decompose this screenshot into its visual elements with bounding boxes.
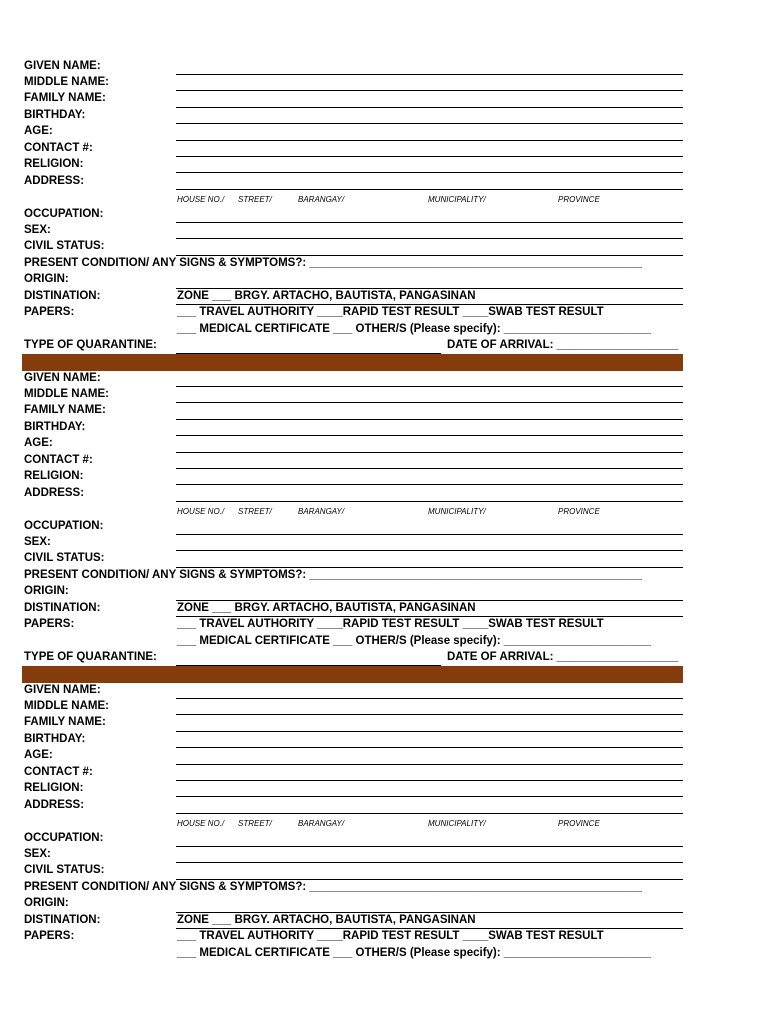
destination-field[interactable]: [176, 928, 683, 929]
birthday-label: BIRTHDAY:: [24, 733, 86, 745]
type-of-quarantine-label: TYPE OF QUARANTINE:: [24, 339, 157, 351]
religion-label: RELIGION:: [24, 782, 84, 794]
birthday-field[interactable]: [176, 435, 683, 436]
address-field[interactable]: [176, 189, 683, 190]
religion-field[interactable]: [176, 484, 683, 485]
middle-name-label: MIDDLE NAME:: [24, 388, 109, 400]
origin-label: ORIGIN:: [24, 273, 69, 285]
barangay-hint: BARANGAY/: [298, 819, 345, 828]
middle-name-field[interactable]: [176, 714, 683, 715]
papers-label: PAPERS:: [24, 306, 75, 318]
occupation-field[interactable]: [176, 534, 683, 535]
family-name-label: FAMILY NAME:: [24, 404, 106, 416]
papers-options-2[interactable]: ___ MEDICAL CERTIFICATE ___ OTHER/S (Please specify): _______________________: [177, 323, 651, 335]
birthday-field[interactable]: [176, 123, 683, 124]
religion-label: RELIGION:: [24, 470, 84, 482]
date-of-arrival-label[interactable]: DATE OF ARRIVAL: ___________________: [447, 651, 679, 663]
origin-field[interactable]: [176, 600, 683, 601]
municipality-hint: MUNICIPALITY/: [428, 507, 486, 516]
civil-status-label: CIVIL STATUS:: [24, 552, 105, 564]
sex-field[interactable]: [176, 238, 683, 239]
contact-label: CONTACT #:: [24, 142, 93, 154]
papers-options-1[interactable]: ___ TRAVEL AUTHORITY ____RAPID TEST RESULT ____SWAB TEST RESULT: [177, 306, 604, 318]
papers-options-2[interactable]: ___ MEDICAL CERTIFICATE ___ OTHER/S (Please specify): _______________________: [177, 635, 651, 647]
given-name-field[interactable]: [176, 386, 683, 387]
sex-field[interactable]: [176, 862, 683, 863]
destination-label: DISTINATION:: [24, 602, 101, 614]
origin-label: ORIGIN:: [24, 585, 69, 597]
papers-options-1[interactable]: ___ TRAVEL AUTHORITY ____RAPID TEST RESULT ____SWAB TEST RESULT: [177, 930, 604, 942]
house-no-hint: HOUSE NO./: [177, 507, 225, 516]
present-condition-label[interactable]: PRESENT CONDITION/ ANY SIGNS & SYMPTOMS?: ____________________________________________________: [24, 881, 642, 893]
address-field[interactable]: [176, 813, 683, 814]
given-name-field[interactable]: [176, 698, 683, 699]
given-name-label: GIVEN NAME:: [24, 60, 101, 72]
barangay-hint: BARANGAY/: [298, 507, 345, 516]
age-label: AGE:: [24, 437, 53, 449]
contact-field[interactable]: [176, 156, 683, 157]
given-name-label: GIVEN NAME:: [24, 684, 101, 696]
type-of-quarantine-label: TYPE OF QUARANTINE:: [24, 651, 157, 663]
middle-name-label: MIDDLE NAME:: [24, 700, 109, 712]
sex-label: SEX:: [24, 536, 51, 548]
middle-name-field[interactable]: [176, 402, 683, 403]
religion-label: RELIGION:: [24, 158, 84, 170]
sex-field[interactable]: [176, 550, 683, 551]
sex-label: SEX:: [24, 224, 51, 236]
section-separator-bar-2: [22, 666, 683, 683]
destination-value: ZONE ___ BRGY. ARTACHO, BAUTISTA, PANGASINAN: [177, 602, 476, 614]
papers-options-2[interactable]: ___ MEDICAL CERTIFICATE ___ OTHER/S (Please specify): _______________________: [177, 947, 651, 959]
street-hint: STREET/: [238, 507, 272, 516]
civil-status-label: CIVIL STATUS:: [24, 240, 105, 252]
date-of-arrival-label[interactable]: DATE OF ARRIVAL: ___________________: [447, 339, 679, 351]
destination-field[interactable]: [176, 304, 683, 305]
destination-value: ZONE ___ BRGY. ARTACHO, BAUTISTA, PANGASINAN: [177, 290, 476, 302]
occupation-label: OCCUPATION:: [24, 832, 104, 844]
papers-label: PAPERS:: [24, 618, 75, 630]
papers-options-1[interactable]: ___ TRAVEL AUTHORITY ____RAPID TEST RESULT ____SWAB TEST RESULT: [177, 618, 604, 630]
section-separator-bar-1: [22, 354, 683, 371]
destination-label: DISTINATION:: [24, 914, 101, 926]
present-condition-label[interactable]: PRESENT CONDITION/ ANY SIGNS & SYMPTOMS?: ____________________________________________________: [24, 569, 642, 581]
religion-field[interactable]: [176, 172, 683, 173]
sex-label: SEX:: [24, 848, 51, 860]
destination-value: ZONE ___ BRGY. ARTACHO, BAUTISTA, PANGASINAN: [177, 914, 476, 926]
age-field[interactable]: [176, 452, 683, 453]
family-name-field[interactable]: [176, 107, 683, 108]
destination-field[interactable]: [176, 616, 683, 617]
family-name-label: FAMILY NAME:: [24, 716, 106, 728]
family-name-field[interactable]: [176, 419, 683, 420]
occupation-label: OCCUPATION:: [24, 208, 104, 220]
province-hint: PROVINCE: [558, 819, 600, 828]
age-field[interactable]: [176, 140, 683, 141]
civil-status-label: CIVIL STATUS:: [24, 864, 105, 876]
present-condition-label[interactable]: PRESENT CONDITION/ ANY SIGNS & SYMPTOMS?: ____________________________________________________: [24, 257, 642, 269]
occupation-field[interactable]: [176, 846, 683, 847]
birthday-field[interactable]: [176, 747, 683, 748]
address-label: ADDRESS:: [24, 799, 85, 811]
family-name-field[interactable]: [176, 731, 683, 732]
address-label: ADDRESS:: [24, 175, 85, 187]
family-name-label: FAMILY NAME:: [24, 92, 106, 104]
occupation-field[interactable]: [176, 222, 683, 223]
age-label: AGE:: [24, 749, 53, 761]
province-hint: PROVINCE: [558, 195, 600, 204]
street-hint: STREET/: [238, 819, 272, 828]
age-label: AGE:: [24, 125, 53, 137]
birthday-label: BIRTHDAY:: [24, 109, 86, 121]
origin-label: ORIGIN:: [24, 897, 69, 909]
house-no-hint: HOUSE NO./: [177, 195, 225, 204]
religion-field[interactable]: [176, 796, 683, 797]
barangay-hint: BARANGAY/: [298, 195, 345, 204]
street-hint: STREET/: [238, 195, 272, 204]
origin-field[interactable]: [176, 288, 683, 289]
contact-label: CONTACT #:: [24, 766, 93, 778]
address-label: ADDRESS:: [24, 487, 85, 499]
civil-status-field[interactable]: [176, 567, 683, 568]
middle-name-label: MIDDLE NAME:: [24, 76, 109, 88]
contact-field[interactable]: [176, 468, 683, 469]
birthday-label: BIRTHDAY:: [24, 421, 86, 433]
papers-label: PAPERS:: [24, 930, 75, 942]
middle-name-field[interactable]: [176, 90, 683, 91]
municipality-hint: MUNICIPALITY/: [428, 195, 486, 204]
occupation-label: OCCUPATION:: [24, 520, 104, 532]
province-hint: PROVINCE: [558, 507, 600, 516]
civil-status-field[interactable]: [176, 255, 683, 256]
contact-field[interactable]: [176, 780, 683, 781]
origin-field[interactable]: [176, 912, 683, 913]
given-name-field[interactable]: [176, 74, 683, 75]
municipality-hint: MUNICIPALITY/: [428, 819, 486, 828]
address-field[interactable]: [176, 501, 683, 502]
destination-label: DISTINATION:: [24, 290, 101, 302]
age-field[interactable]: [176, 764, 683, 765]
civil-status-field[interactable]: [176, 879, 683, 880]
contact-label: CONTACT #:: [24, 454, 93, 466]
house-no-hint: HOUSE NO./: [177, 819, 225, 828]
given-name-label: GIVEN NAME:: [24, 372, 101, 384]
